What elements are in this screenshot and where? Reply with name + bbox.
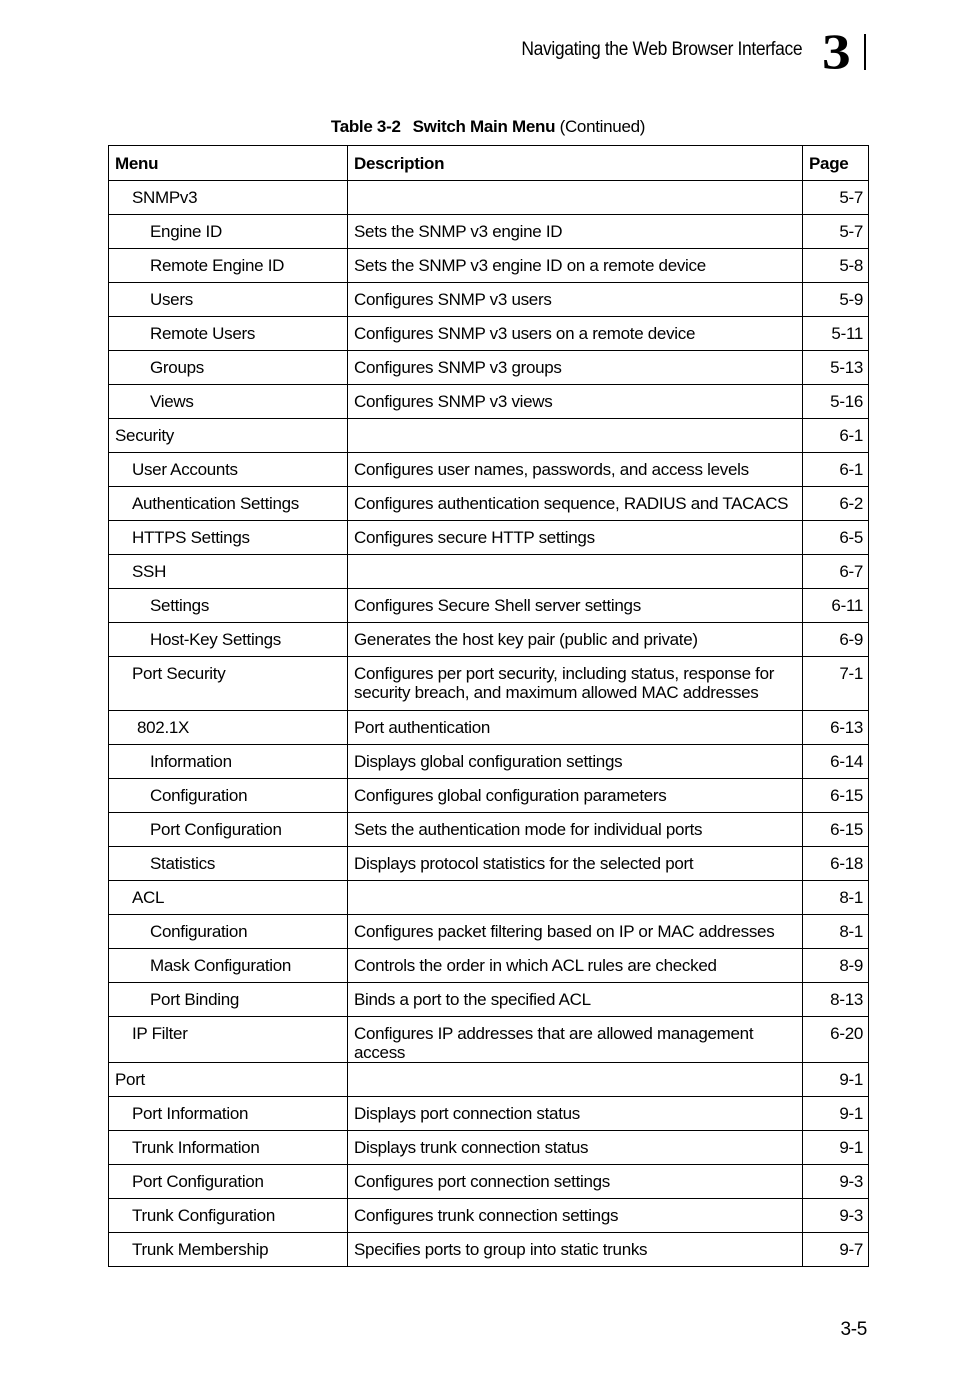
description-cell: Sets the SNMP v3 engine ID xyxy=(348,215,803,249)
menu-cell xyxy=(109,317,348,351)
page-header xyxy=(0,23,954,79)
menu-label: Trunk Information xyxy=(132,1138,260,1157)
page-cell: 6-13 xyxy=(803,711,869,745)
page-cell: 5-11 xyxy=(803,317,869,351)
menu-label: Remote Engine ID xyxy=(150,256,285,275)
menu-label: SNMPv3 xyxy=(132,188,198,207)
menu-cell xyxy=(109,521,348,555)
description-cell: Displays protocol statistics for the selected port xyxy=(348,847,803,881)
menu-label: 802.1X xyxy=(137,718,190,737)
menu-cell xyxy=(109,657,348,711)
menu-label: Port Information xyxy=(132,1104,249,1123)
menu-label: Configuration xyxy=(150,786,248,805)
table-row xyxy=(109,283,869,317)
menu-cell xyxy=(109,1097,348,1131)
page-cell: 7-1 xyxy=(803,657,869,711)
menu-label: Engine ID xyxy=(150,222,222,241)
page-cell: 8-9 xyxy=(803,949,869,983)
description-cell: Displays trunk connection status xyxy=(348,1131,803,1165)
description-cell: Configures user names, passwords, and access levels xyxy=(348,453,803,487)
page-cell: 8-1 xyxy=(803,881,869,915)
column-header-description: Description xyxy=(348,146,803,181)
table-row xyxy=(109,847,869,881)
description-cell: Configures packet filtering based on IP or MAC addresses xyxy=(348,915,803,949)
description-cell: Configures global configuration parameters xyxy=(348,779,803,813)
menu-label: IP Filter xyxy=(132,1024,188,1043)
running-header-title: Navigating the Web Browser Interface xyxy=(521,39,802,60)
menu-cell xyxy=(109,283,348,317)
table-row xyxy=(109,453,869,487)
page-cell: 6-14 xyxy=(803,745,869,779)
menu-label: HTTPS Settings xyxy=(132,528,250,547)
page-cell: 6-1 xyxy=(803,419,869,453)
description-cell xyxy=(348,181,803,215)
menu-cell xyxy=(109,711,348,745)
table-caption-number: Table 3-2 xyxy=(330,117,401,136)
table-row xyxy=(109,711,869,745)
switch-main-menu-table xyxy=(108,145,869,1267)
menu-cell xyxy=(109,555,348,589)
table-row xyxy=(109,623,869,657)
page-cell: 5-13 xyxy=(803,351,869,385)
table-body xyxy=(109,181,869,1267)
page-cell: 9-1 xyxy=(803,1097,869,1131)
description-cell: Configures authentication sequence, RADIUS and TACACS xyxy=(348,487,803,521)
menu-cell xyxy=(109,1131,348,1165)
table-row xyxy=(109,779,869,813)
table-row xyxy=(109,1165,869,1199)
menu-label: Configuration xyxy=(150,922,248,941)
table-caption-continued: (Continued) xyxy=(559,117,646,136)
description-cell: Configures trunk connection settings xyxy=(348,1199,803,1233)
description-cell: Configures SNMP v3 users xyxy=(348,283,803,317)
page-cell: 6-15 xyxy=(803,813,869,847)
chapter-number: 3 xyxy=(822,23,851,79)
menu-label: Settings xyxy=(150,596,210,615)
menu-label: Host-Key Settings xyxy=(150,630,281,649)
table-row xyxy=(109,385,869,419)
menu-cell xyxy=(109,983,348,1017)
table-row xyxy=(109,1233,869,1267)
description-cell: Controls the order in which ACL rules are checked xyxy=(348,949,803,983)
menu-cell xyxy=(109,181,348,215)
description-cell: Configures per port security, including status, response for security breach, and maximum allowed MAC addresses xyxy=(348,657,803,711)
description-cell: Configures Secure Shell server settings xyxy=(348,589,803,623)
table-row xyxy=(109,181,869,215)
table-caption-title: Switch Main Menu xyxy=(412,117,556,136)
menu-label: Port xyxy=(115,1070,145,1089)
page-cell: 5-8 xyxy=(803,249,869,283)
menu-label: Trunk Membership xyxy=(132,1240,269,1259)
menu-label: Information xyxy=(150,752,232,771)
table-row xyxy=(109,881,869,915)
page-cell: 9-3 xyxy=(803,1199,869,1233)
description-cell: Configures SNMP v3 groups xyxy=(348,351,803,385)
menu-label: Trunk Configuration xyxy=(132,1206,275,1225)
page-cell: 9-1 xyxy=(803,1063,869,1097)
table-row xyxy=(109,1017,869,1063)
table-caption xyxy=(108,117,868,137)
description-cell: Generates the host key pair (public and private) xyxy=(348,623,803,657)
description-cell: Configures IP addresses that are allowed management access xyxy=(348,1017,803,1063)
table-row xyxy=(109,949,869,983)
menu-cell xyxy=(109,1199,348,1233)
page-cell: 8-1 xyxy=(803,915,869,949)
menu-cell xyxy=(109,385,348,419)
table-row xyxy=(109,1199,869,1233)
menu-cell xyxy=(109,351,348,385)
menu-cell xyxy=(109,949,348,983)
menu-label: Remote Users xyxy=(150,324,256,343)
page-cell: 5-9 xyxy=(803,283,869,317)
menu-label: Groups xyxy=(150,358,204,377)
column-header-menu: Menu xyxy=(109,146,348,181)
description-cell xyxy=(348,419,803,453)
menu-label: Statistics xyxy=(150,854,216,873)
description-cell xyxy=(348,555,803,589)
menu-cell xyxy=(109,487,348,521)
description-cell: Binds a port to the specified ACL xyxy=(348,983,803,1017)
chapter-rule xyxy=(864,34,866,70)
menu-cell xyxy=(109,881,348,915)
column-header-page: Page xyxy=(803,146,869,181)
description-cell: Configures port connection settings xyxy=(348,1165,803,1199)
table-row xyxy=(109,983,869,1017)
description-cell: Sets the SNMP v3 engine ID on a remote device xyxy=(348,249,803,283)
table-row xyxy=(109,589,869,623)
menu-label: Security xyxy=(115,426,175,445)
description-cell: Sets the authentication mode for individual ports xyxy=(348,813,803,847)
page-cell: 5-7 xyxy=(803,215,869,249)
table-row xyxy=(109,1063,869,1097)
description-cell: Configures SNMP v3 users on a remote device xyxy=(348,317,803,351)
menu-label: Mask Configuration xyxy=(150,956,292,975)
table-header-row xyxy=(109,146,869,181)
table-row xyxy=(109,317,869,351)
page-cell: 8-13 xyxy=(803,983,869,1017)
page-cell: 6-20 xyxy=(803,1017,869,1063)
description-cell: Displays port connection status xyxy=(348,1097,803,1131)
page-number: 3-5 xyxy=(840,1319,867,1340)
page-cell: 9-7 xyxy=(803,1233,869,1267)
menu-cell xyxy=(109,215,348,249)
description-cell: Port authentication xyxy=(348,711,803,745)
table-row xyxy=(109,1097,869,1131)
menu-cell xyxy=(109,1017,348,1063)
menu-label: ACL xyxy=(132,888,165,907)
table-row xyxy=(109,487,869,521)
menu-label: Authentication Settings xyxy=(132,494,299,513)
table-row xyxy=(109,249,869,283)
page-cell: 6-11 xyxy=(803,589,869,623)
menu-cell xyxy=(109,915,348,949)
menu-cell xyxy=(109,249,348,283)
page-cell: 5-16 xyxy=(803,385,869,419)
menu-label: Port Binding xyxy=(150,990,240,1009)
table-row xyxy=(109,813,869,847)
menu-label: Port Security xyxy=(132,664,226,683)
page-cell: 9-1 xyxy=(803,1131,869,1165)
table-row xyxy=(109,745,869,779)
menu-cell xyxy=(109,779,348,813)
table-row xyxy=(109,215,869,249)
menu-cell xyxy=(109,813,348,847)
menu-cell xyxy=(109,745,348,779)
table-row xyxy=(109,419,869,453)
menu-cell xyxy=(109,589,348,623)
menu-label: User Accounts xyxy=(132,460,238,479)
page-cell: 6-7 xyxy=(803,555,869,589)
menu-cell xyxy=(109,419,348,453)
description-cell: Configures SNMP v3 views xyxy=(348,385,803,419)
menu-label: SSH xyxy=(132,562,167,581)
table-row xyxy=(109,521,869,555)
description-cell: Specifies ports to group into static trunks xyxy=(348,1233,803,1267)
page-cell: 5-7 xyxy=(803,181,869,215)
table-row xyxy=(109,1131,869,1165)
menu-cell xyxy=(109,847,348,881)
menu-label: Port Configuration xyxy=(132,1172,264,1191)
menu-label: Users xyxy=(150,290,193,309)
description-cell xyxy=(348,1063,803,1097)
table-row xyxy=(109,555,869,589)
page-cell: 9-3 xyxy=(803,1165,869,1199)
menu-cell xyxy=(109,453,348,487)
page-cell: 6-9 xyxy=(803,623,869,657)
menu-label: Port Configuration xyxy=(150,820,282,839)
menu-cell xyxy=(109,1233,348,1267)
table-row xyxy=(109,915,869,949)
page-cell: 6-18 xyxy=(803,847,869,881)
menu-cell xyxy=(109,1165,348,1199)
page-cell: 6-2 xyxy=(803,487,869,521)
page-cell: 6-5 xyxy=(803,521,869,555)
description-cell: Configures secure HTTP settings xyxy=(348,521,803,555)
table-row xyxy=(109,657,869,711)
table-row xyxy=(109,351,869,385)
menu-cell xyxy=(109,1063,348,1097)
page-cell: 6-15 xyxy=(803,779,869,813)
description-cell xyxy=(348,881,803,915)
description-cell: Displays global configuration settings xyxy=(348,745,803,779)
menu-cell xyxy=(109,623,348,657)
page-cell: 6-1 xyxy=(803,453,869,487)
menu-label: Views xyxy=(150,392,194,411)
